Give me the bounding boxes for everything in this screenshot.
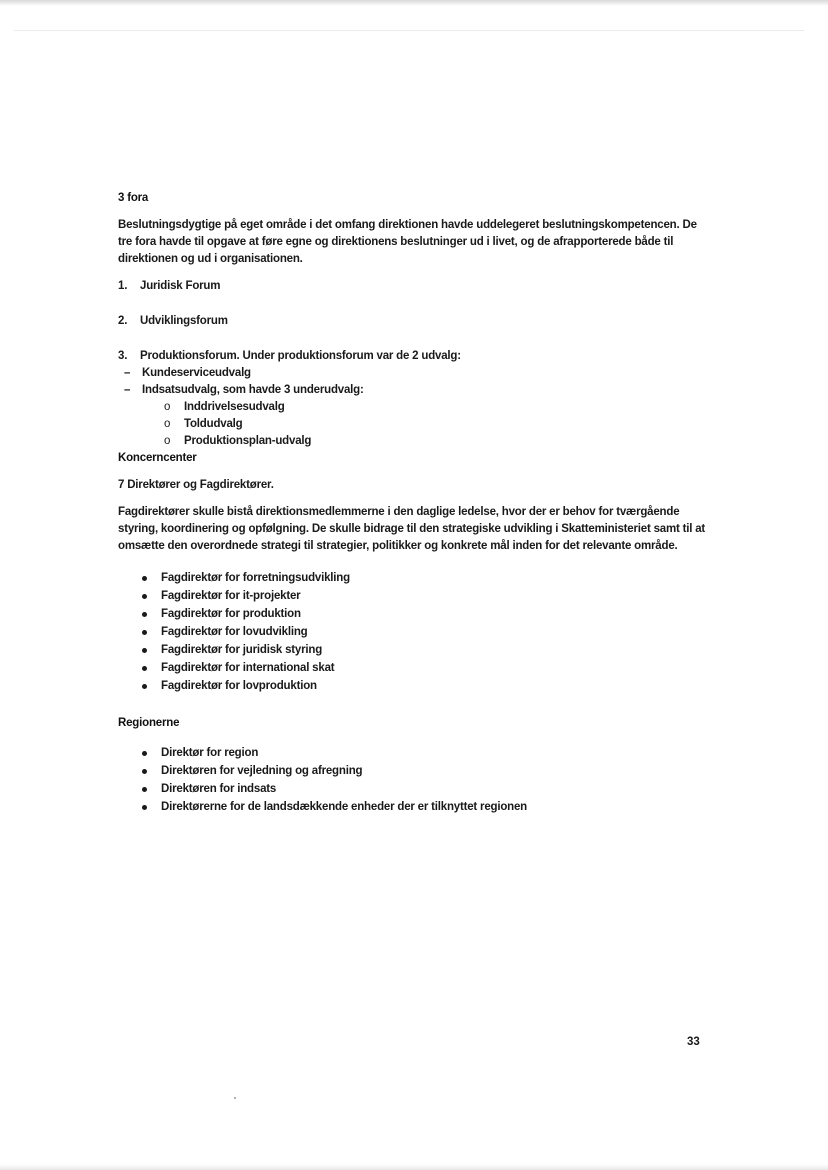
scan-edge-bottom (0, 1164, 828, 1170)
direktoer-label: Direktøren for vejledning og afregning (161, 765, 363, 777)
bullet-marker (142, 805, 147, 810)
underudvalg-label: Toldudvalg (184, 418, 243, 430)
list-item-fagdirektoer (142, 605, 708, 623)
fagdirektoer-label: Fagdirektør for lovproduktion (161, 680, 317, 692)
page-number: 33 (687, 1036, 700, 1048)
udvalg-list (118, 365, 708, 399)
list-item-underudvalg (164, 416, 708, 433)
forum-label: Produktionsforum. (140, 350, 240, 362)
scan-artifact-line (14, 30, 804, 31)
section-title-fora: 3 fora (118, 192, 149, 204)
fagdirektoer-label: Fagdirektør for produktion (161, 608, 301, 620)
list-item-fagdirektoer (142, 623, 708, 641)
direktoer-label: Direktør for region (161, 747, 259, 759)
forum-item-udvikling (118, 313, 708, 330)
koncerncenter-description: Fagdirektører skulle bistå direktionsmedlemmerne i den daglige ledelse, hvor der er behov for tværgående styring, koordinering og opfølgning. De skulle bidrage til den strategiske udvikling i Skatteministeriet samt til at omsætte den overordnede strategi til strategier, politikker og konkrete mål inden for det relevante område. (118, 506, 706, 552)
list-item-fagdirektoer (142, 587, 708, 605)
underudvalg-label: Produktionsplan-udvalg (184, 435, 312, 447)
circle-marker: o (164, 418, 171, 430)
forum-number: 2. (118, 315, 128, 327)
bullet-marker (142, 751, 147, 756)
list-item-fagdirektoer (142, 659, 708, 677)
forum-label: Udviklingsforum (140, 315, 228, 327)
list-item-udvalg (124, 382, 708, 399)
underudvalg-list (118, 399, 708, 450)
scan-edge-top (0, 0, 828, 6)
fora-intro-paragraph: Beslutningsdygtige på eget område i det omfang direktionen havde uddelegeret beslutningskompetencen. De tre fora havde til opgave at føre egne og direktionens beslutninger ud i livet, og de afrapporterede både til direktionen og ud i organisationen. (118, 219, 697, 265)
koncerncenter-subtitle: 7 Direktører og Fagdirektører. (118, 479, 274, 491)
fagdirektoer-label: Fagdirektør for forretningsudvikling (161, 572, 350, 584)
list-item-fagdirektoer (142, 677, 708, 695)
forum-number: 1. (118, 280, 128, 292)
list-item-direktoer (142, 780, 708, 798)
scan-speck (234, 1097, 236, 1099)
udvalg-label: Kundeserviceudvalg (142, 367, 251, 379)
underudvalg-label: Inddrivelsesudvalg (184, 401, 285, 413)
fagdirektoer-label: Fagdirektør for juridisk styring (161, 644, 323, 656)
udvalg-label: Indsatsudvalg, som havde 3 underudvalg: (142, 384, 364, 396)
circle-marker: o (164, 435, 171, 447)
dash-marker: – (124, 367, 131, 379)
bullet-marker (142, 648, 147, 653)
list-item-direktoer (142, 744, 708, 762)
list-item-underudvalg (164, 399, 708, 416)
bullet-marker (142, 612, 147, 617)
list-item-fagdirektoer (142, 641, 708, 659)
list-item-direktoer (142, 798, 708, 816)
bullet-marker (142, 576, 147, 581)
fagdirektoer-label: Fagdirektør for international skat (161, 662, 335, 674)
bullet-marker (142, 787, 147, 792)
circle-marker: o (164, 401, 171, 413)
fagdirektoer-list (118, 569, 708, 695)
bullet-marker (142, 769, 147, 774)
dash-marker: – (124, 384, 131, 396)
section-title-regionerne: Regionerne (118, 717, 180, 729)
forum-item-produktion (118, 348, 708, 365)
bullet-marker (142, 630, 147, 635)
forum-list (118, 278, 708, 365)
direktoer-label: Direktørerne for de landsdækkende enheder der er tilknyttet regionen (161, 801, 528, 813)
bullet-marker (142, 666, 147, 671)
list-item-udvalg (124, 365, 708, 382)
fagdirektoer-label: Fagdirektør for it-projekter (161, 590, 301, 602)
forum-item-juridisk (118, 278, 708, 295)
list-item-fagdirektoer (142, 569, 708, 587)
fagdirektoer-label: Fagdirektør for lovudvikling (161, 626, 308, 638)
list-item-direktoer (142, 762, 708, 780)
forum-label: Juridisk Forum (140, 280, 221, 292)
direktoer-label: Direktøren for indsats (161, 783, 277, 795)
forum-description: Under produktionsforum var de 2 udvalg: (239, 350, 461, 362)
bullet-marker (142, 594, 147, 599)
section-title-koncerncenter: Koncerncenter (118, 452, 197, 464)
page-content (118, 190, 708, 816)
bullet-marker (142, 684, 147, 689)
list-item-underudvalg (164, 433, 708, 450)
forum-number: 3. (118, 350, 128, 362)
regions-direktoer-list (118, 744, 708, 816)
